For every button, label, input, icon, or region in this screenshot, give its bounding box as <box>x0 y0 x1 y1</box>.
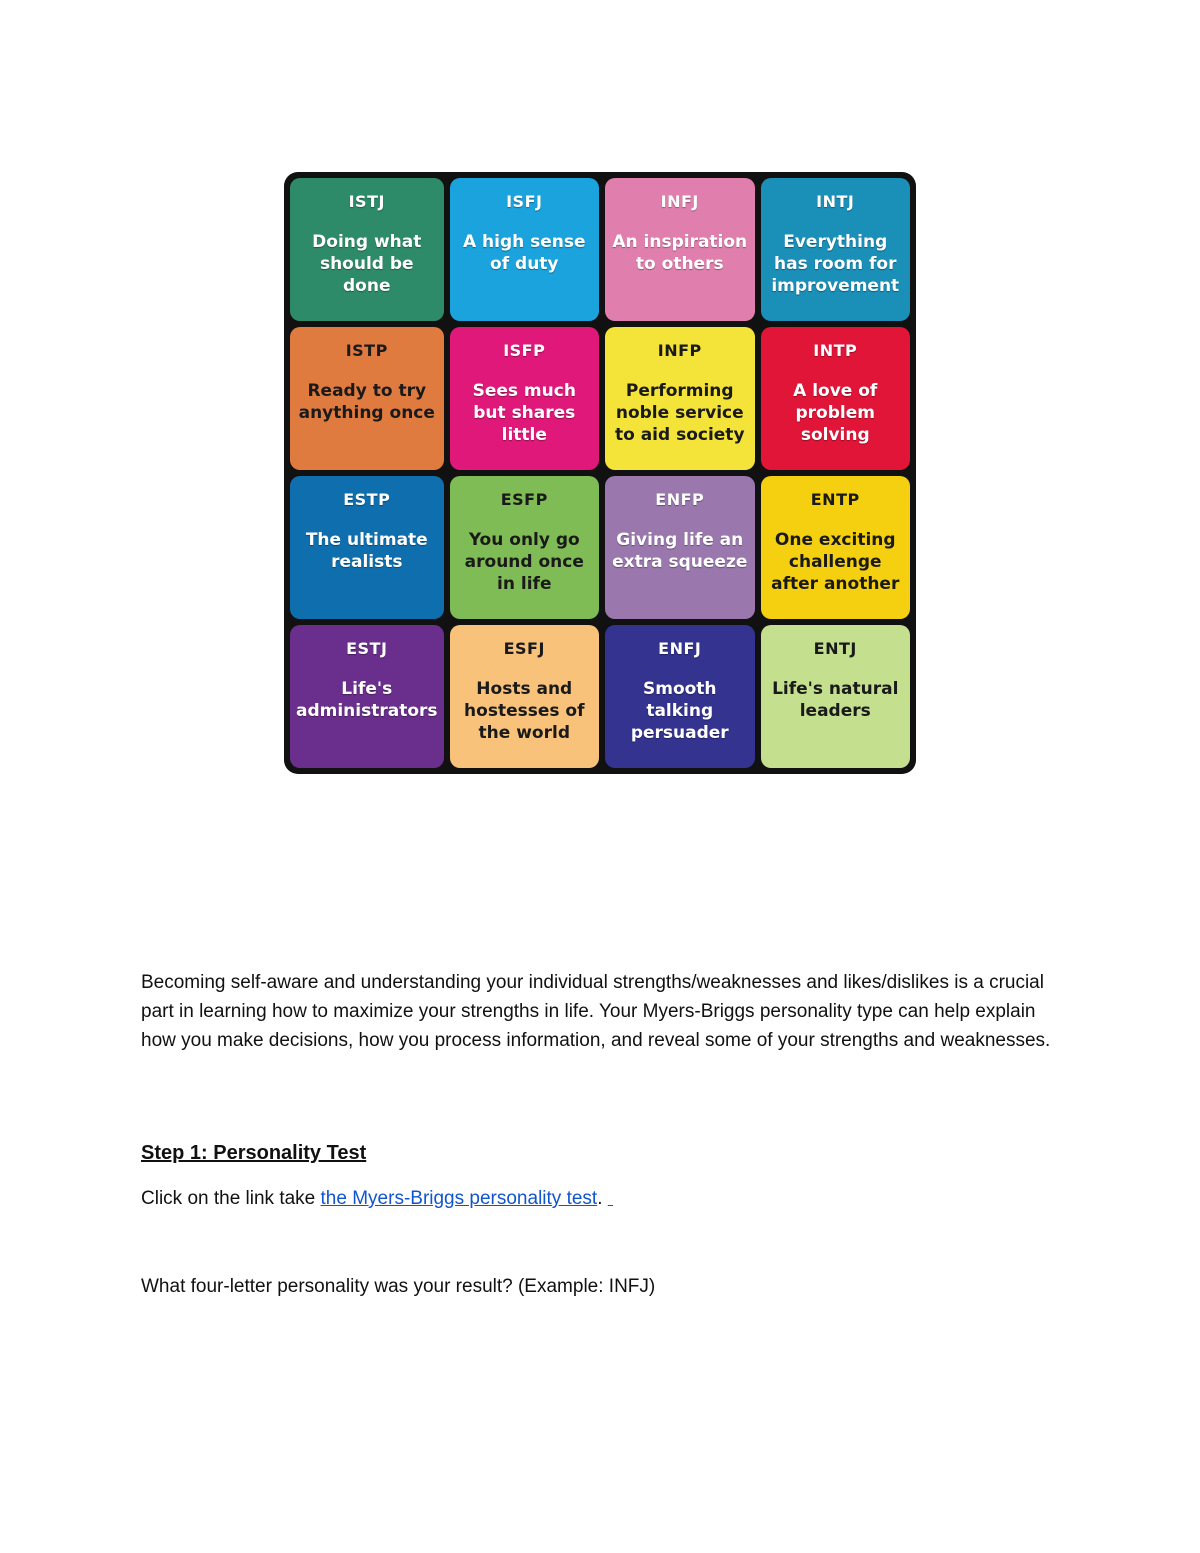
tile-code: ESFJ <box>503 639 545 658</box>
tile-code: ENTP <box>810 490 860 509</box>
tile-motto: Performing noble service to aid society <box>614 381 745 445</box>
tile-code: ENFP <box>655 490 705 509</box>
tile-code: INTP <box>813 341 858 360</box>
personality-tile-istp <box>290 327 444 470</box>
tile-code: ISTP <box>345 341 388 360</box>
personality-tile-infj <box>605 178 754 321</box>
personality-tile-isfp <box>450 327 599 470</box>
tile-motto: The ultimate realists <box>305 530 428 572</box>
tile-code: ISTJ <box>348 192 385 211</box>
personality-tile-enfj <box>605 625 754 768</box>
tile-code: ESFP <box>500 490 548 509</box>
tile-code: ISFP <box>503 341 546 360</box>
test-link-line <box>141 1188 613 1210</box>
personality-tile-infp <box>605 327 754 470</box>
mbti-personality-grid <box>284 172 916 774</box>
trailing-link-space <box>608 1188 613 1209</box>
tile-motto: Life's administrators <box>296 679 438 721</box>
tile-code: INTJ <box>816 192 855 211</box>
tile-motto: Giving life an extra squeeze <box>612 530 748 572</box>
tile-motto: One exciting challenge after another <box>771 530 900 594</box>
tile-motto: Doing what should be done <box>312 232 422 296</box>
tile-motto: Everything has room for improvement <box>771 232 900 296</box>
link-suffix-text: . <box>597 1188 608 1209</box>
tile-motto: Ready to try anything once <box>298 381 435 423</box>
myers-briggs-test-link[interactable]: the Myers-Briggs personality test <box>320 1188 598 1209</box>
personality-tile-estj <box>290 625 444 768</box>
tile-motto: A high sense of duty <box>462 232 586 274</box>
personality-tile-esfp <box>450 476 599 619</box>
tile-code: ISFJ <box>506 192 543 211</box>
personality-tile-intj <box>761 178 910 321</box>
tile-motto: An inspiration to others <box>612 232 748 274</box>
personality-tile-intp <box>761 327 910 470</box>
tile-motto: Smooth talking persuader <box>630 679 729 743</box>
step-1-heading: Step 1: Personality Test <box>141 1142 367 1164</box>
intro-paragraph: Becoming self-aware and understanding your individual strengths/weaknesses and likes/dislikes is a crucial part in learning how to maximize your strengths in life. Your Myers-Briggs personality type can help explain how you make decisions, how you process information, and reveal some of your strengths and weaknesses. <box>141 972 1051 1051</box>
personality-tile-istj <box>290 178 444 321</box>
tile-code: ENTJ <box>813 639 857 658</box>
link-prefix-text: Click on the link take <box>141 1188 321 1209</box>
personality-tile-enfp <box>605 476 754 619</box>
tile-motto: Life's natural leaders <box>772 679 899 721</box>
personality-tile-estp <box>290 476 444 619</box>
tile-motto: Sees much but shares little <box>472 381 576 445</box>
personality-tile-isfj <box>450 178 599 321</box>
tile-motto: A love of problem solving <box>793 381 878 445</box>
result-question: What four-letter personality was your result? (Example: INFJ) <box>141 1276 656 1297</box>
tile-code: INFJ <box>660 192 699 211</box>
personality-tile-entp <box>761 476 910 619</box>
tile-code: ESTJ <box>346 639 388 658</box>
tile-motto: You only go around once in life <box>464 530 584 594</box>
tile-motto: Hosts and hostesses of the world <box>464 679 585 743</box>
personality-tile-esfj <box>450 625 599 768</box>
tile-code: ENFJ <box>658 639 702 658</box>
personality-tile-entj <box>761 625 910 768</box>
tile-code: INFP <box>657 341 702 360</box>
tile-code: ESTP <box>343 490 391 509</box>
